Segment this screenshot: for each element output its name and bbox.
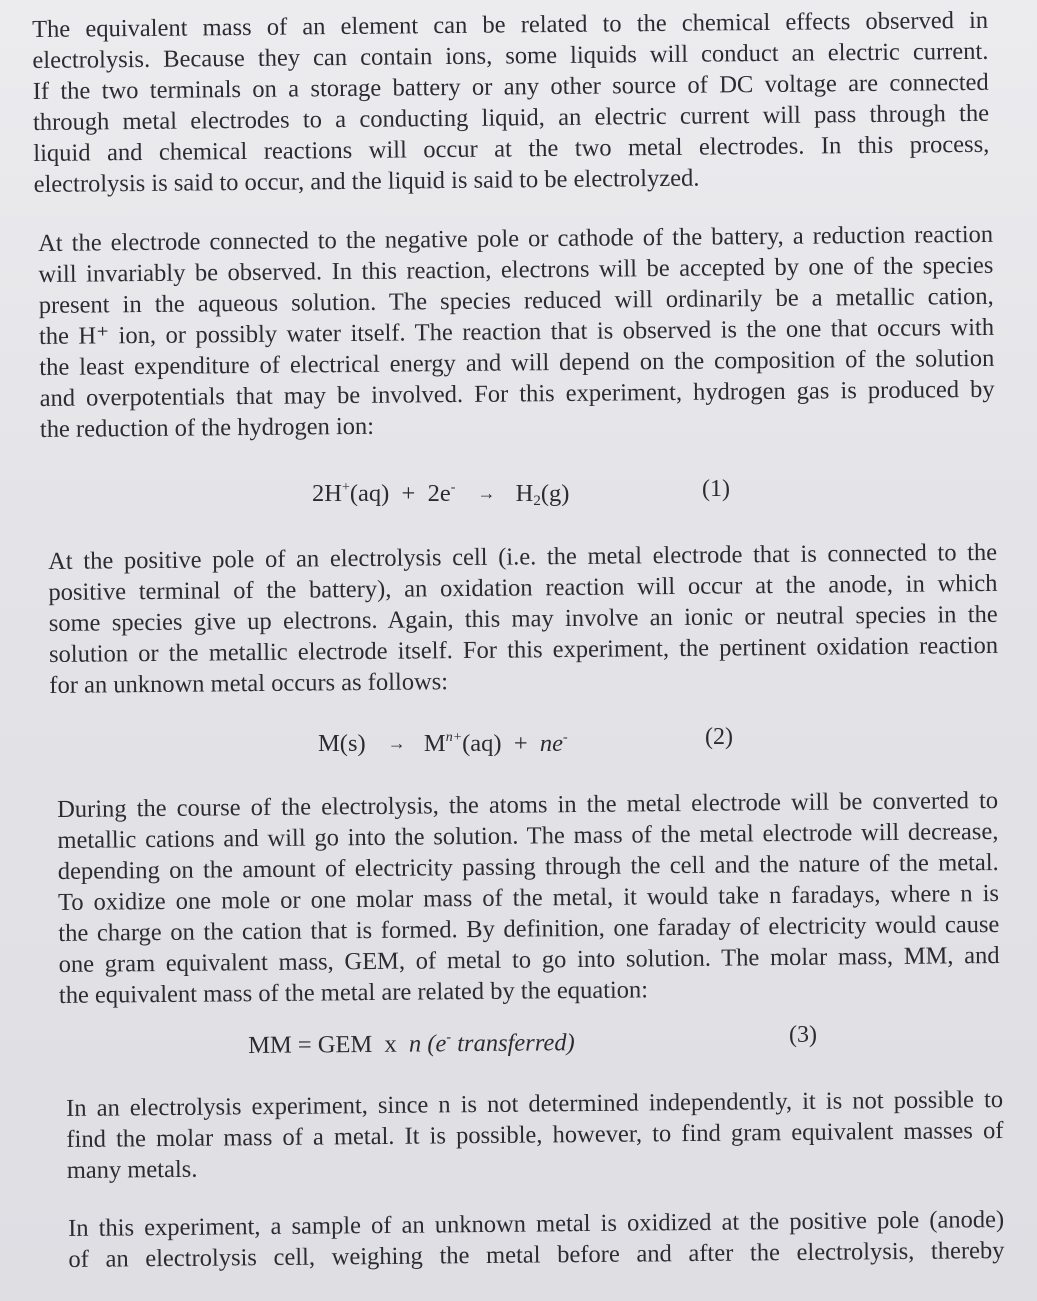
equation-2 [318,728,568,759]
reaction-arrow: → [387,733,406,753]
paragraph-3 [48,537,998,701]
text-line: In an electrolysis experiment, since n is not determined independently, it is not possible to [66,1086,1004,1122]
eq-text: H [515,480,534,507]
text-line: In this experiment, a sample of an unknown metal is oxidized at the positive pole (anode) [68,1206,1005,1242]
eq-italic: n [408,1030,422,1058]
text-line: At the positive pole of an electrolysis cell (i.e. the metal electrode that is connected to the [48,538,998,575]
text-line: solution or the metallic electrode itself. For this experiment, the pertinent oxidation reaction [48,631,999,668]
eq-text: (aq) + [462,730,540,757]
equation-number-3: (3) [789,1022,817,1048]
text-line: through metal electrodes to a conducting liquid, an electric current will pass through the [32,99,990,136]
paragraph-5 [66,1084,1004,1186]
text-line: the charge on the cation that is formed. By definition, one faraday of electricity would cause [58,910,1000,947]
text-line: depending on the amount of electricity passing through the cell and the nature of the metal. [57,848,999,885]
text-line: the reduction of the hydrogen ion: [39,412,375,443]
paragraph-2 [38,219,995,445]
eq-text: M(s) [318,730,366,757]
text-line: The equivalent mass of an element can be related to the chemical effects observed in [32,6,989,43]
text-line: To oxidize one mole or one molar mass of the metal, it would take n faradays, where n is [57,879,1000,916]
text-line: and overpotentials that may be involved. For this experiment, hydrogen gas is produced by [39,375,995,412]
text-line: the least expenditure of electrical energy and will depend on the composition of the solution [39,344,995,381]
reaction-arrow: → [477,483,496,503]
paragraph-4 [57,785,1000,1011]
eq-superscript: - [563,730,568,745]
text-line: find the molar mass of a metal. It is possible, however, to find gram equivalent masses of [66,1117,1004,1153]
text-line: one gram equivalent mass, GEM, of metal to go into solution. The molar mass, MM, and [58,941,1000,978]
eq-text: M [423,730,446,757]
eq-text: MM = GEM x [248,1030,410,1059]
eq-superscript: - [446,1030,452,1046]
text-line: some species give up electrons. Again, this may involve an ionic or neutral species in the [48,600,998,637]
paragraph-6 [68,1204,1005,1275]
eq-superscript: + [341,480,350,495]
text-line: positive terminal of the battery), an oxidation reaction will occur at the anode, in which [48,569,998,606]
text-line: the H⁺ ion, or possibly water itself. The reaction that is observed is the one that occurs with [38,313,995,350]
text-line: the equivalent mass of the metal are related by the equation: [58,976,649,1009]
equation-number-2: (2) [705,724,733,750]
equation-number-1: (1) [702,476,730,502]
eq-subscript: 2 [533,493,541,509]
eq-italic: (e [421,1030,447,1058]
equation-3 [248,1028,575,1061]
text-line: of an electrolysis cell, weighing the metal before and after the electrolysis, thereby [68,1237,1005,1273]
text-line: liquid and chemical reactions will occur at the two metal electrodes. In this process, [33,130,990,167]
paragraph-1 [32,5,990,200]
text-line: At the electrode connected to the negative pole or cathode of the battery, a reduction reaction [38,220,994,257]
text-line: will invariably be observed. In this reaction, electrons will be accepted by one of the species [38,251,994,288]
eq-superscript: - [450,480,456,495]
text-line: many metals. [66,1155,198,1184]
text-line: electrolysis is said to occur, and the liquid is said to be electrolyzed. [33,164,700,198]
text-line: present in the aqueous solution. The species reduced will ordinarily be a metallic cation, [38,282,994,319]
text-line: During the course of the electrolysis, the atoms in the metal electrode will be converted to [57,786,999,823]
eq-text: (g) [540,480,570,507]
text-line: metallic cations and will go into the solution. The mass of the metal electrode will decrease, [57,817,999,854]
eq-superscript: n+ [445,730,463,745]
eq-text: (aq) + 2e [349,480,451,507]
text-line: electrolysis. Because they can contain ions, some liquids will conduct an electric current. [32,37,989,74]
equation-1 [312,478,569,509]
eq-italic: ne [539,730,564,757]
text-line: for an unknown metal occurs as follows: [49,668,449,699]
text-line: If the two terminals on a storage battery or any other source of DC voltage are connected [32,68,989,105]
eq-italic: transferred) [450,1029,575,1058]
eq-text: 2H [312,480,342,507]
